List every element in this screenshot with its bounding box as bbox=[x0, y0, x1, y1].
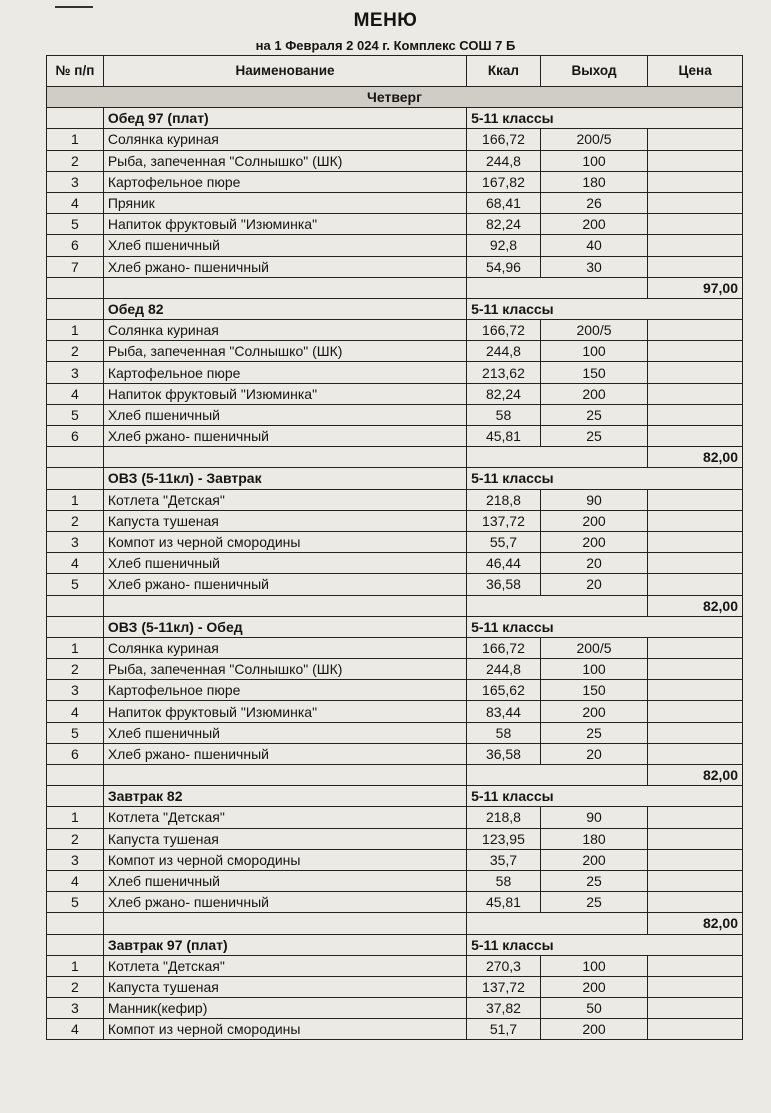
item-price bbox=[648, 807, 743, 828]
item-output: 25 bbox=[540, 404, 647, 425]
item-name: Котлета "Детская" bbox=[103, 955, 466, 976]
item-name: Напиток фруктовый "Изюминка" bbox=[103, 701, 466, 722]
item-output: 200 bbox=[540, 214, 647, 235]
section-total-row bbox=[47, 765, 743, 786]
header-name: Наименование bbox=[103, 56, 466, 87]
item-output: 30 bbox=[540, 256, 647, 277]
menu-item-row bbox=[47, 637, 743, 658]
item-number: 1 bbox=[47, 320, 104, 341]
menu-item-row bbox=[47, 553, 743, 574]
item-kcal: 46,44 bbox=[467, 553, 541, 574]
item-number: 5 bbox=[47, 404, 104, 425]
item-kcal: 218,8 bbox=[467, 489, 541, 510]
item-output: 25 bbox=[540, 426, 647, 447]
item-number: 5 bbox=[47, 574, 104, 595]
section-total-row bbox=[47, 595, 743, 616]
section-name: Завтрак 82 bbox=[103, 786, 466, 807]
item-output: 200 bbox=[540, 849, 647, 870]
item-number: 4 bbox=[47, 1019, 104, 1040]
menu-item-row bbox=[47, 426, 743, 447]
item-name: Капуста тушеная bbox=[103, 828, 466, 849]
item-name: Хлеб ржано- пшеничный bbox=[103, 743, 466, 764]
item-kcal: 218,8 bbox=[467, 807, 541, 828]
menu-item-row bbox=[47, 680, 743, 701]
section-grade: 5-11 классы bbox=[467, 468, 743, 489]
item-number: 3 bbox=[47, 362, 104, 383]
item-name: Пряник bbox=[103, 192, 466, 213]
total-name-cell bbox=[103, 277, 466, 298]
section-name: Завтрак 97 (плат) bbox=[103, 934, 466, 955]
item-name: Хлеб ржано- пшеничный bbox=[103, 426, 466, 447]
item-price bbox=[648, 426, 743, 447]
item-price bbox=[648, 235, 743, 256]
item-name: Солянка куриная bbox=[103, 129, 466, 150]
menu-item-row bbox=[47, 510, 743, 531]
item-number: 3 bbox=[47, 849, 104, 870]
item-number: 1 bbox=[47, 955, 104, 976]
menu-item-row bbox=[47, 976, 743, 997]
item-name: Напиток фруктовый "Изюминка" bbox=[103, 383, 466, 404]
item-kcal: 36,58 bbox=[467, 743, 541, 764]
total-num-cell bbox=[47, 447, 104, 468]
item-price bbox=[648, 701, 743, 722]
menu-item-row bbox=[47, 1019, 743, 1040]
item-output: 90 bbox=[540, 807, 647, 828]
section-name: Обед 97 (плат) bbox=[103, 108, 466, 129]
item-name: Хлеб пшеничный bbox=[103, 235, 466, 256]
item-number: 3 bbox=[47, 680, 104, 701]
item-price bbox=[648, 531, 743, 552]
section-price: 97,00 bbox=[648, 277, 743, 298]
section-num-cell bbox=[47, 616, 104, 637]
item-number: 2 bbox=[47, 510, 104, 531]
item-number: 4 bbox=[47, 383, 104, 404]
item-price bbox=[648, 743, 743, 764]
menu-item-row bbox=[47, 701, 743, 722]
item-number: 6 bbox=[47, 426, 104, 447]
menu-item-row bbox=[47, 574, 743, 595]
item-kcal: 58 bbox=[467, 722, 541, 743]
menu-item-row bbox=[47, 171, 743, 192]
section-header-row bbox=[47, 616, 743, 637]
item-output: 90 bbox=[540, 489, 647, 510]
item-number: 2 bbox=[47, 341, 104, 362]
item-name: Картофельное пюре bbox=[103, 171, 466, 192]
item-output: 25 bbox=[540, 870, 647, 891]
item-name: Манник(кефир) bbox=[103, 998, 466, 1019]
item-name: Солянка куриная bbox=[103, 320, 466, 341]
section-price: 82,00 bbox=[648, 447, 743, 468]
menu-body bbox=[47, 87, 743, 1040]
menu-item-row bbox=[47, 362, 743, 383]
menu-item-row bbox=[47, 129, 743, 150]
item-kcal: 244,8 bbox=[467, 341, 541, 362]
item-output: 100 bbox=[540, 150, 647, 171]
item-name: Напиток фруктовый "Изюминка" bbox=[103, 214, 466, 235]
item-output: 200/5 bbox=[540, 320, 647, 341]
menu-item-row bbox=[47, 235, 743, 256]
page-title: МЕНЮ bbox=[353, 10, 418, 31]
section-header-row bbox=[47, 468, 743, 489]
item-kcal: 45,81 bbox=[467, 892, 541, 913]
item-price bbox=[648, 870, 743, 891]
item-output: 200 bbox=[540, 701, 647, 722]
item-number: 1 bbox=[47, 807, 104, 828]
menu-item-row bbox=[47, 828, 743, 849]
menu-item-row bbox=[47, 150, 743, 171]
total-kcal-cell bbox=[467, 913, 648, 934]
item-name: Капуста тушеная bbox=[103, 510, 466, 531]
item-kcal: 83,44 bbox=[467, 701, 541, 722]
section-num-cell bbox=[47, 298, 104, 319]
item-name: Компот из черной смородины bbox=[103, 531, 466, 552]
item-number: 2 bbox=[47, 150, 104, 171]
section-name: ОВЗ (5-11кл) - Завтрак bbox=[103, 468, 466, 489]
item-output: 180 bbox=[540, 171, 647, 192]
item-kcal: 68,41 bbox=[467, 192, 541, 213]
item-kcal: 92,8 bbox=[467, 235, 541, 256]
menu-table bbox=[46, 55, 743, 1040]
day-row bbox=[47, 87, 743, 108]
item-output: 20 bbox=[540, 553, 647, 574]
section-grade: 5-11 классы bbox=[467, 616, 743, 637]
item-name: Картофельное пюре bbox=[103, 680, 466, 701]
item-number: 4 bbox=[47, 192, 104, 213]
section-header-row bbox=[47, 298, 743, 319]
menu-item-row bbox=[47, 849, 743, 870]
section-num-cell bbox=[47, 468, 104, 489]
item-price bbox=[648, 362, 743, 383]
item-name: Котлета "Детская" bbox=[103, 807, 466, 828]
item-price bbox=[648, 256, 743, 277]
item-name: Хлеб пшеничный bbox=[103, 404, 466, 425]
total-kcal-cell bbox=[467, 765, 648, 786]
item-number: 3 bbox=[47, 531, 104, 552]
item-output: 40 bbox=[540, 235, 647, 256]
day-label: Четверг bbox=[47, 87, 743, 108]
item-output: 100 bbox=[540, 955, 647, 976]
item-number: 5 bbox=[47, 722, 104, 743]
item-kcal: 166,72 bbox=[467, 320, 541, 341]
item-price bbox=[648, 192, 743, 213]
menu-item-row bbox=[47, 892, 743, 913]
item-name: Хлеб ржано- пшеничный bbox=[103, 574, 466, 595]
header-kcal: Ккал bbox=[467, 56, 541, 87]
item-price bbox=[648, 383, 743, 404]
item-price bbox=[648, 320, 743, 341]
item-output: 150 bbox=[540, 362, 647, 383]
menu-item-row bbox=[47, 489, 743, 510]
item-number: 4 bbox=[47, 701, 104, 722]
item-price bbox=[648, 976, 743, 997]
item-output: 200 bbox=[540, 510, 647, 531]
total-num-cell bbox=[47, 595, 104, 616]
item-output: 100 bbox=[540, 341, 647, 362]
item-number: 7 bbox=[47, 256, 104, 277]
total-num-cell bbox=[47, 913, 104, 934]
item-number: 2 bbox=[47, 976, 104, 997]
item-output: 50 bbox=[540, 998, 647, 1019]
item-number: 2 bbox=[47, 659, 104, 680]
item-kcal: 165,62 bbox=[467, 680, 541, 701]
item-kcal: 55,7 bbox=[467, 531, 541, 552]
item-kcal: 123,95 bbox=[467, 828, 541, 849]
section-num-cell bbox=[47, 786, 104, 807]
item-output: 20 bbox=[540, 743, 647, 764]
item-output: 26 bbox=[540, 192, 647, 213]
item-number: 6 bbox=[47, 743, 104, 764]
header-price: Цена bbox=[648, 56, 743, 87]
section-price: 82,00 bbox=[648, 595, 743, 616]
section-grade: 5-11 классы bbox=[467, 786, 743, 807]
item-name: Хлеб пшеничный bbox=[103, 722, 466, 743]
item-kcal: 244,8 bbox=[467, 150, 541, 171]
item-kcal: 58 bbox=[467, 870, 541, 891]
item-price bbox=[648, 404, 743, 425]
section-total-row bbox=[47, 913, 743, 934]
item-kcal: 51,7 bbox=[467, 1019, 541, 1040]
section-header-row bbox=[47, 108, 743, 129]
page-subtitle: на 1 Февраля 2 024 г. Комплекс СОШ 7 Б bbox=[255, 38, 516, 53]
item-output: 200 bbox=[540, 531, 647, 552]
section-grade: 5-11 классы bbox=[467, 108, 743, 129]
item-price bbox=[648, 341, 743, 362]
item-kcal: 244,8 bbox=[467, 659, 541, 680]
item-price bbox=[648, 849, 743, 870]
header-num: № п/п bbox=[47, 56, 104, 87]
item-price bbox=[648, 129, 743, 150]
menu-item-row bbox=[47, 659, 743, 680]
item-kcal: 167,82 bbox=[467, 171, 541, 192]
item-price bbox=[648, 214, 743, 235]
item-name: Компот из черной смородины bbox=[103, 1019, 466, 1040]
item-kcal: 137,72 bbox=[467, 976, 541, 997]
item-price bbox=[648, 150, 743, 171]
item-output: 25 bbox=[540, 722, 647, 743]
item-name: Котлета "Детская" bbox=[103, 489, 466, 510]
item-price bbox=[648, 828, 743, 849]
item-name: Рыба, запеченная "Солнышко" (ШК) bbox=[103, 150, 466, 171]
menu-item-row bbox=[47, 722, 743, 743]
item-name: Хлеб ржано- пшеничный bbox=[103, 256, 466, 277]
section-total-row bbox=[47, 277, 743, 298]
section-header-row bbox=[47, 934, 743, 955]
item-price bbox=[648, 510, 743, 531]
item-number: 1 bbox=[47, 637, 104, 658]
item-number: 4 bbox=[47, 870, 104, 891]
item-output: 200/5 bbox=[540, 637, 647, 658]
item-kcal: 166,72 bbox=[467, 637, 541, 658]
item-kcal: 82,24 bbox=[467, 214, 541, 235]
header-row bbox=[47, 56, 743, 87]
item-price bbox=[648, 1019, 743, 1040]
item-number: 5 bbox=[47, 892, 104, 913]
menu-item-row bbox=[47, 192, 743, 213]
menu-item-row bbox=[47, 998, 743, 1019]
section-name: Обед 82 bbox=[103, 298, 466, 319]
total-num-cell bbox=[47, 277, 104, 298]
total-name-cell bbox=[103, 913, 466, 934]
total-kcal-cell bbox=[467, 595, 648, 616]
item-output: 100 bbox=[540, 659, 647, 680]
item-name: Хлеб пшеничный bbox=[103, 553, 466, 574]
item-output: 180 bbox=[540, 828, 647, 849]
total-name-cell bbox=[103, 765, 466, 786]
item-kcal: 213,62 bbox=[467, 362, 541, 383]
item-output: 150 bbox=[540, 680, 647, 701]
item-name: Хлеб ржано- пшеничный bbox=[103, 892, 466, 913]
section-num-cell bbox=[47, 108, 104, 129]
menu-item-row bbox=[47, 214, 743, 235]
item-kcal: 58 bbox=[467, 404, 541, 425]
pen-mark bbox=[55, 6, 93, 8]
menu-item-row bbox=[47, 955, 743, 976]
item-name: Рыба, запеченная "Солнышко" (ШК) bbox=[103, 659, 466, 680]
item-name: Компот из черной смородины bbox=[103, 849, 466, 870]
item-number: 1 bbox=[47, 489, 104, 510]
item-output: 25 bbox=[540, 892, 647, 913]
item-kcal: 137,72 bbox=[467, 510, 541, 531]
section-total-row bbox=[47, 447, 743, 468]
item-output: 200 bbox=[540, 1019, 647, 1040]
item-name: Рыба, запеченная "Солнышко" (ШК) bbox=[103, 341, 466, 362]
menu-item-row bbox=[47, 870, 743, 891]
total-num-cell bbox=[47, 765, 104, 786]
item-kcal: 37,82 bbox=[467, 998, 541, 1019]
menu-item-row bbox=[47, 531, 743, 552]
menu-item-row bbox=[47, 341, 743, 362]
menu-item-row bbox=[47, 320, 743, 341]
item-number: 6 bbox=[47, 235, 104, 256]
item-output: 200 bbox=[540, 383, 647, 404]
item-name: Капуста тушеная bbox=[103, 976, 466, 997]
item-price bbox=[648, 998, 743, 1019]
item-name: Картофельное пюре bbox=[103, 362, 466, 383]
item-kcal: 54,96 bbox=[467, 256, 541, 277]
item-kcal: 270,3 bbox=[467, 955, 541, 976]
item-number: 4 bbox=[47, 553, 104, 574]
item-kcal: 45,81 bbox=[467, 426, 541, 447]
item-name: Хлеб пшеничный bbox=[103, 870, 466, 891]
item-number: 3 bbox=[47, 171, 104, 192]
item-number: 5 bbox=[47, 214, 104, 235]
item-price bbox=[648, 489, 743, 510]
menu-item-row bbox=[47, 383, 743, 404]
item-price bbox=[648, 892, 743, 913]
item-kcal: 36,58 bbox=[467, 574, 541, 595]
item-price bbox=[648, 553, 743, 574]
item-output: 200 bbox=[540, 976, 647, 997]
section-price: 82,00 bbox=[648, 765, 743, 786]
item-price bbox=[648, 659, 743, 680]
item-number: 3 bbox=[47, 998, 104, 1019]
section-grade: 5-11 классы bbox=[467, 298, 743, 319]
item-price bbox=[648, 680, 743, 701]
menu-item-row bbox=[47, 256, 743, 277]
section-num-cell bbox=[47, 934, 104, 955]
header-out: Выход bbox=[540, 56, 647, 87]
section-grade: 5-11 классы bbox=[467, 934, 743, 955]
item-kcal: 166,72 bbox=[467, 129, 541, 150]
section-name: ОВЗ (5-11кл) - Обед bbox=[103, 616, 466, 637]
total-name-cell bbox=[103, 595, 466, 616]
item-price bbox=[648, 171, 743, 192]
item-kcal: 35,7 bbox=[467, 849, 541, 870]
total-name-cell bbox=[103, 447, 466, 468]
item-kcal: 82,24 bbox=[467, 383, 541, 404]
item-price bbox=[648, 722, 743, 743]
item-number: 2 bbox=[47, 828, 104, 849]
menu-item-row bbox=[47, 743, 743, 764]
item-output: 200/5 bbox=[540, 129, 647, 150]
item-price bbox=[648, 637, 743, 658]
item-price bbox=[648, 574, 743, 595]
total-kcal-cell bbox=[467, 277, 648, 298]
item-output: 20 bbox=[540, 574, 647, 595]
item-price bbox=[648, 955, 743, 976]
item-name: Солянка куриная bbox=[103, 637, 466, 658]
menu-item-row bbox=[47, 404, 743, 425]
total-kcal-cell bbox=[467, 447, 648, 468]
section-header-row bbox=[47, 786, 743, 807]
menu-item-row bbox=[47, 807, 743, 828]
section-price: 82,00 bbox=[648, 913, 743, 934]
item-number: 1 bbox=[47, 129, 104, 150]
